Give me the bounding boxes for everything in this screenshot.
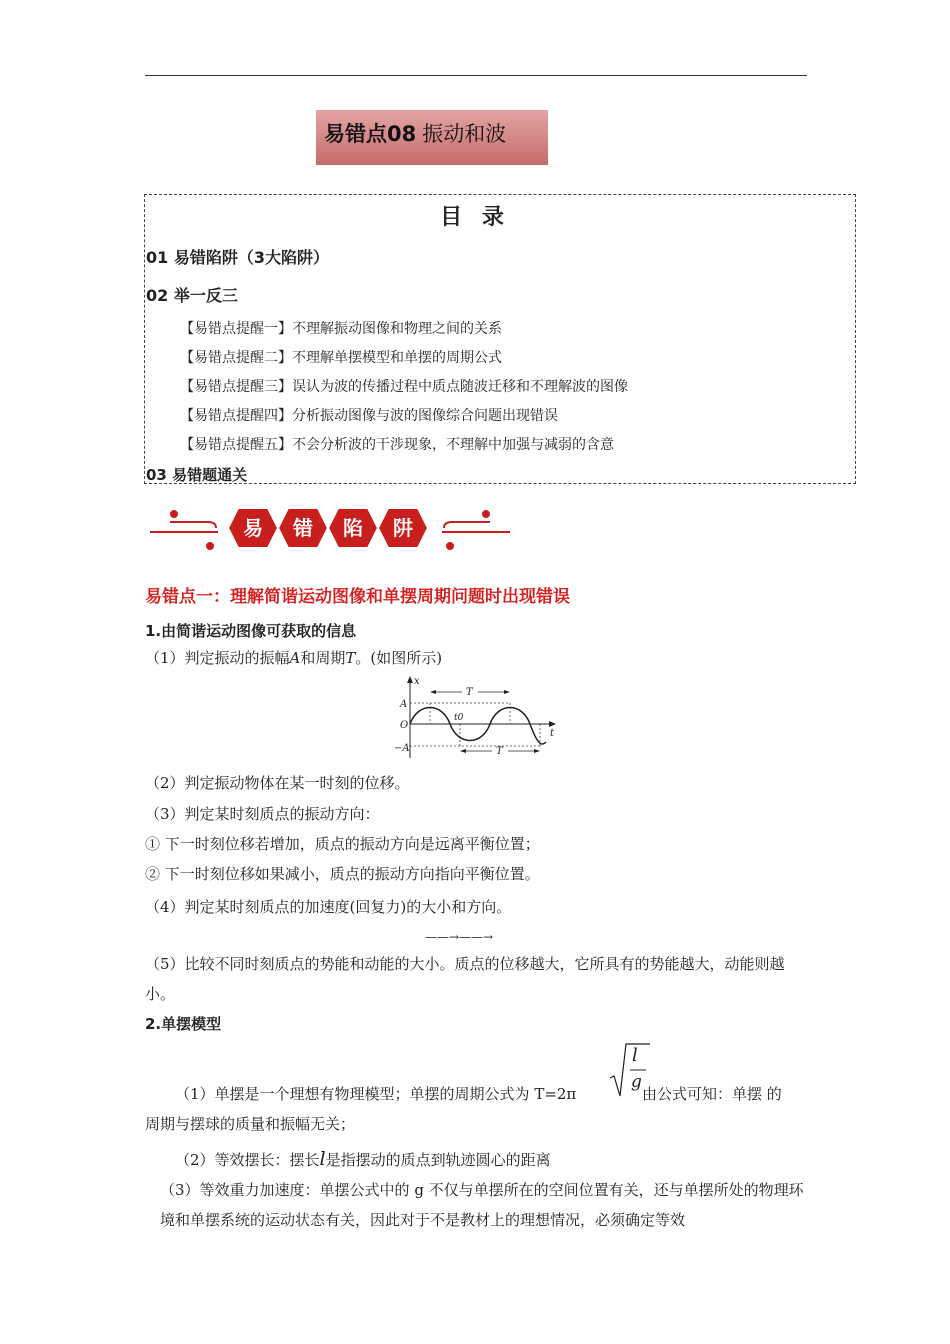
para-line-11: （3）等效重力加速度：单摆公式中的 g 不仅与单摆所在的空间位置有关，还与单摆所处的物理环境和单摆系统的运动状态有关，因此对于不是教材上的理想情况，必须确定等效 (160, 1181, 804, 1229)
toc-section-3[interactable]: 03 易错题通关 (146, 466, 248, 484)
line10-pre: （2）等效摆长：摆长 (175, 1151, 320, 1169)
fig-O-label: O (400, 720, 409, 731)
fig-T-top-label: T (466, 687, 473, 698)
fig-t-label: t (550, 728, 555, 739)
toc-item-4[interactable]: 【易错点提醒四】分析振动图像与波的图像综合问题出现错误 (180, 408, 558, 424)
para-line-8-post: 由公式可知：单摆 的 (642, 1085, 782, 1103)
title-main: 易错点08 (324, 122, 417, 146)
sqrt-numerator: l (632, 1045, 638, 1066)
line8-pre: （1）单摆是一个理想有物理模型；单摆的周期公式为 T=2π (175, 1085, 577, 1103)
vibration-figure (370, 672, 570, 762)
para-line-4: ① 下一时刻位移若增加，质点的振动方向是远离平衡位置； (145, 835, 540, 853)
para-line-10 (175, 1148, 551, 1171)
para-line-6: （4）判定某时刻质点的加速度(回复力)的大小和方向。 (145, 898, 512, 916)
toc-item-2[interactable]: 【易错点提醒二】不理解单摆模型和单摆的周期公式 (180, 350, 502, 366)
page-title (324, 118, 506, 148)
toc-section-1[interactable]: 01 易错陷阱（3大陷阱） (146, 248, 329, 267)
banner-left-swirl-icon (150, 511, 218, 549)
toc-item-5[interactable]: 【易错点提醒五】不会分析波的干涉现象，不理解中加强与减弱的含意 (180, 437, 614, 453)
toc-heading: 目 录 (440, 205, 510, 230)
fig-A-label: A (400, 699, 408, 710)
banner-char-2: 错 (293, 516, 313, 540)
banner-hexagons (228, 508, 428, 548)
title-banner (316, 110, 548, 165)
fig-x-label: x (414, 676, 420, 687)
para-line-1 (145, 647, 442, 669)
sqrt-denominator: g (631, 1072, 642, 1092)
line1-post: 。(如图所示) (355, 649, 443, 667)
para-line-7: （5）比较不同时刻质点的势能和动能的大小。质点的位移越大，它所具有的势能越大，动能则越小。 (145, 955, 785, 1003)
header-rule (145, 75, 807, 76)
line1-pre: （1）判定振动的振幅 (145, 649, 290, 667)
title-sub: 振动和波 (422, 122, 507, 146)
line1-A: A (289, 649, 301, 667)
fig-T-bottom-label: T (496, 746, 503, 757)
subheading-1: 1.由简谐运动图像可获取的信息 (145, 622, 357, 640)
line1-mid: 和周期 (300, 649, 346, 667)
line10-post: 是指摆动的质点到轨迹圆心的距离 (325, 1151, 551, 1169)
arrow-marks: ——→——→ (425, 930, 494, 944)
banner-char-3: 陷 (343, 516, 363, 540)
toc-section-2[interactable]: 02 举一反三 (146, 286, 238, 305)
toc-item-1[interactable]: 【易错点提醒一】不理解振动图像和物理之间的关系 (180, 321, 502, 337)
para-line-5: ② 下一时刻位移如果减小，质点的振动方向指向平衡位置。 (145, 865, 540, 883)
para-line-8 (175, 1083, 576, 1105)
section-banner (150, 500, 510, 556)
fig-negA-label: −A (394, 743, 410, 754)
para-line-3: （3）判定某时刻质点的振动方向： (145, 805, 380, 823)
para-line-9: 周期与摆球的质量和振幅无关； (145, 1115, 356, 1133)
line10-l: l (319, 1148, 326, 1170)
banner-right-swirl-icon (442, 511, 510, 549)
banner-char-1: 易 (243, 516, 263, 540)
error-point-heading: 易错点一：理解简谐运动图像和单摆周期问题时出现错误 (145, 587, 570, 607)
toc-item-3[interactable]: 【易错点提醒三】误认为波的传播过程中质点随波迁移和不理解波的图像 (180, 379, 628, 395)
banner-char-4: 阱 (393, 516, 413, 540)
fig-t0-label: t0 (454, 713, 464, 723)
subheading-2: 2.单摆模型 (145, 1015, 222, 1033)
line1-T: T (345, 649, 356, 667)
para-line-2: （2）判定振动物体在某一时刻的位移。 (145, 774, 410, 792)
